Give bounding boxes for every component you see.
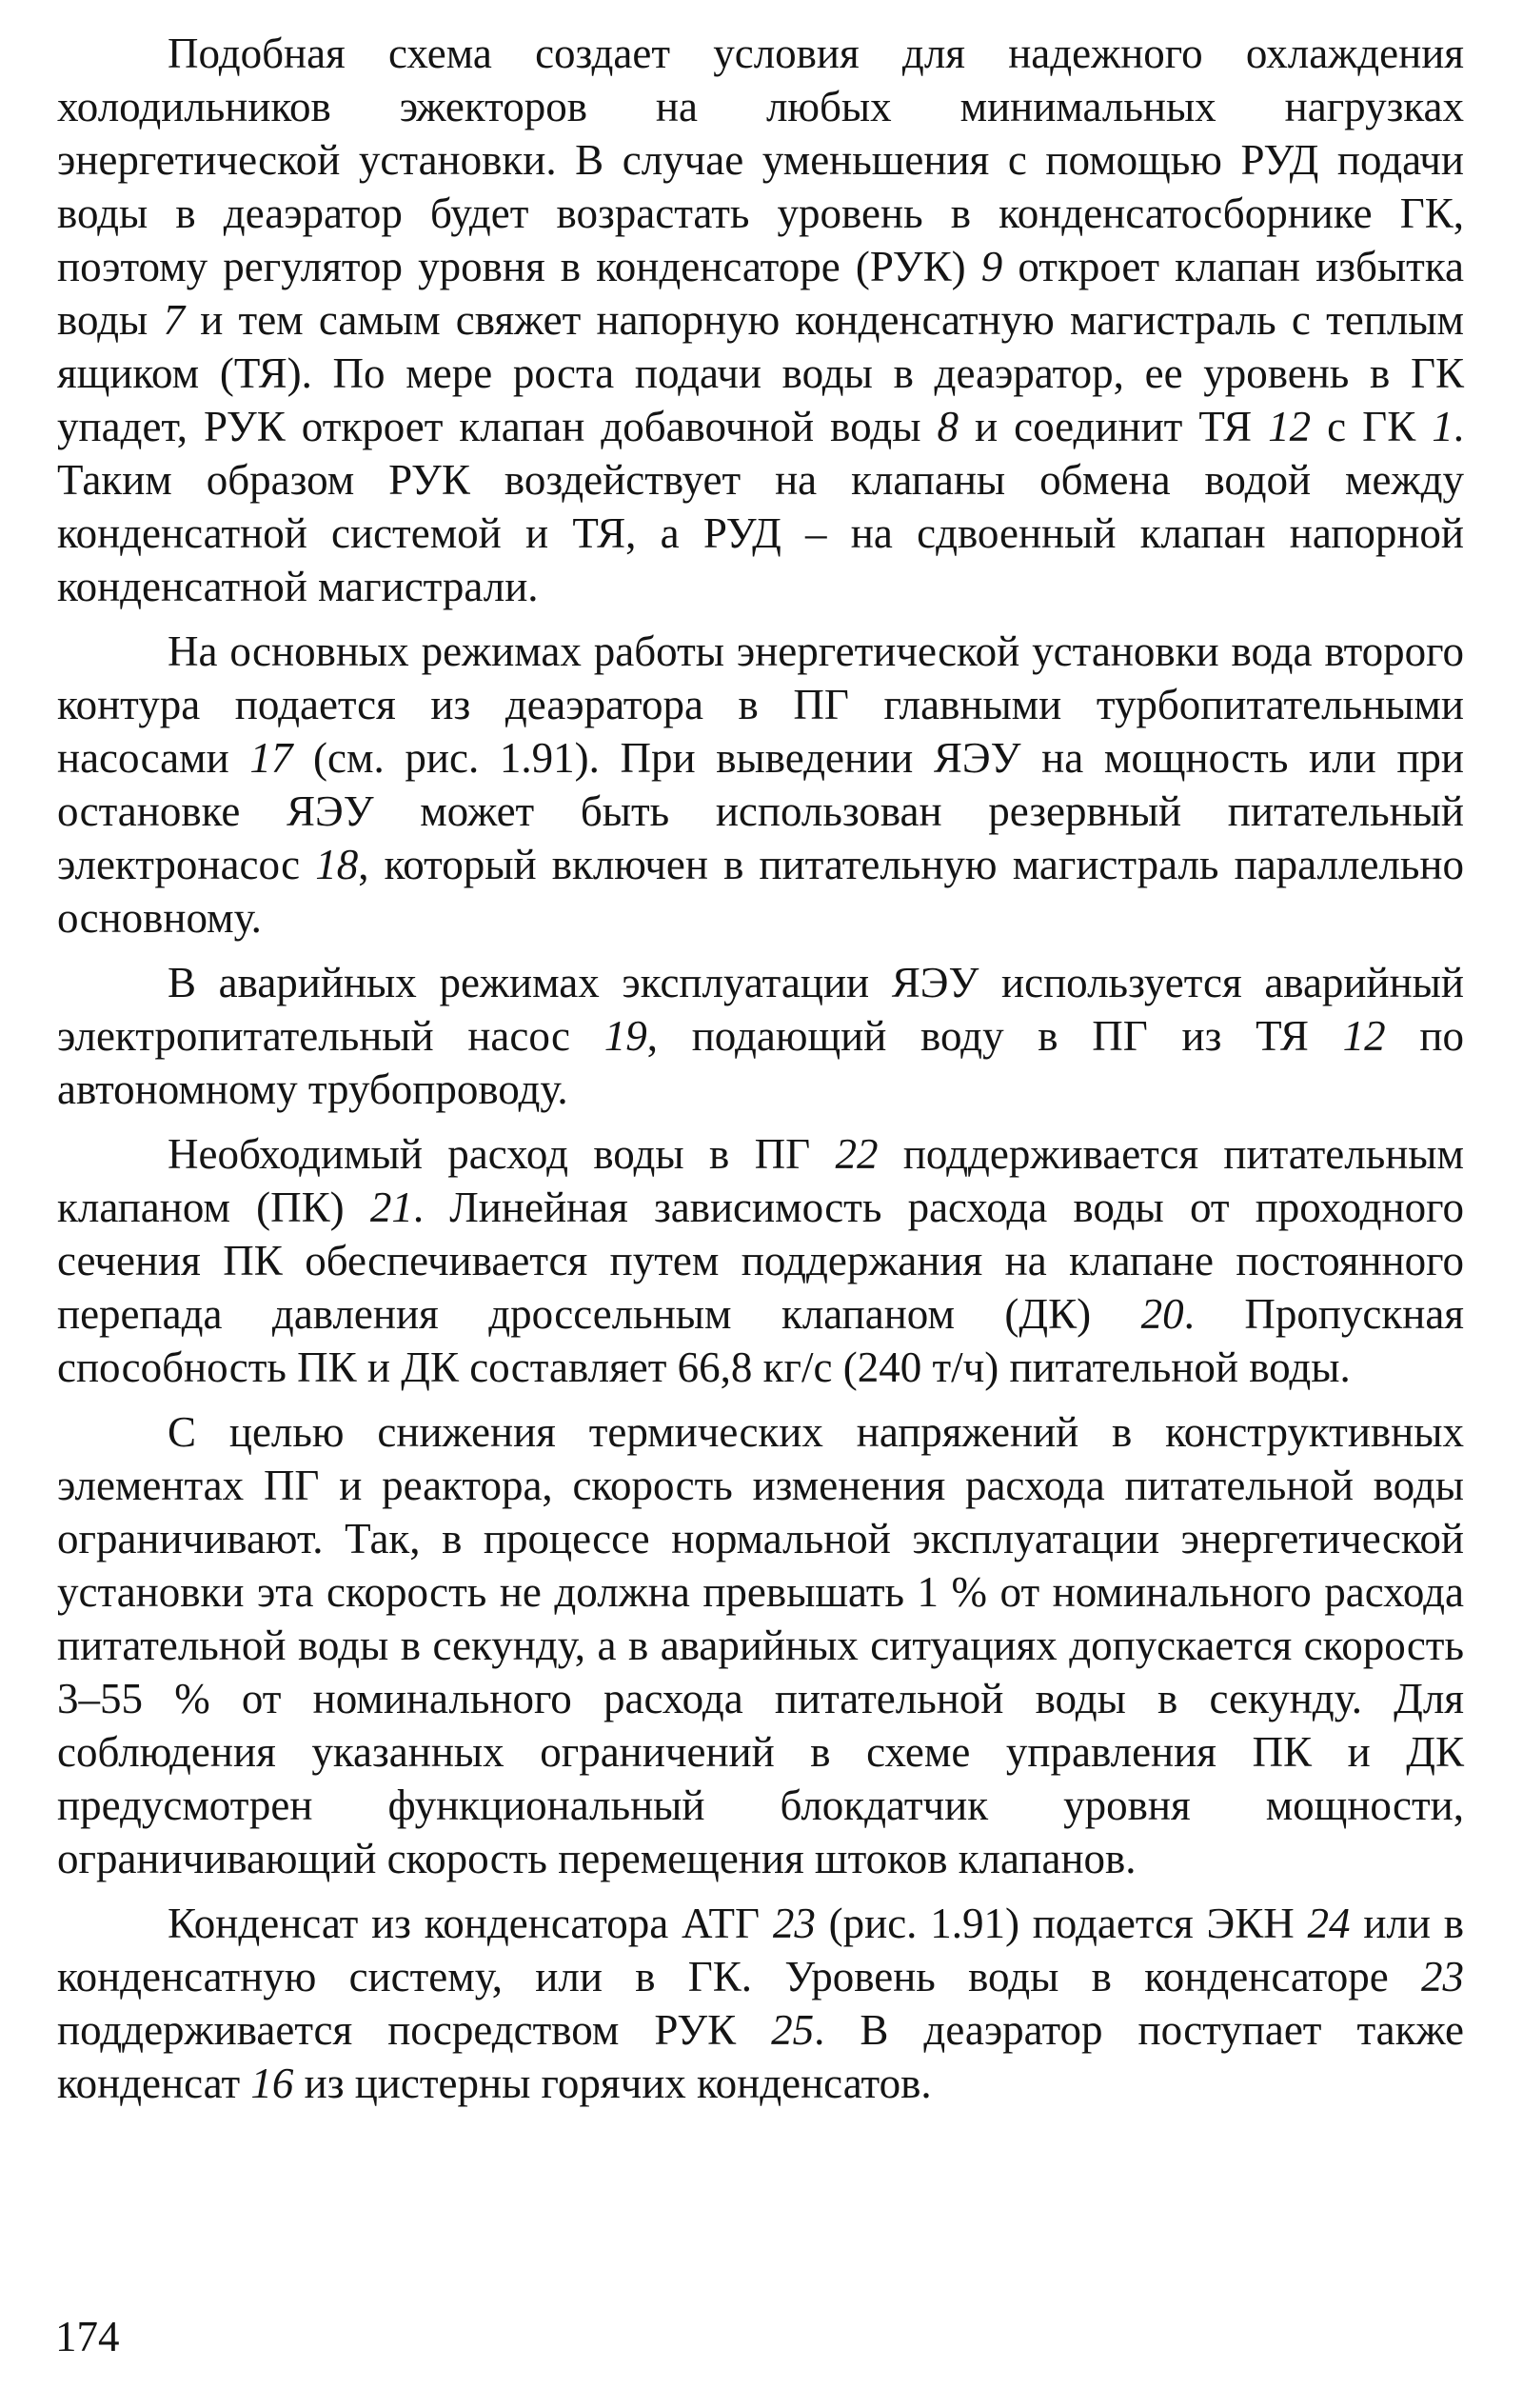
text-run: , который включен в питательную магистраль параллельно основному. <box>57 841 1464 942</box>
text-run: . Таким образом РУК воздействует на клапаны обмена водой между конденсатной системой и ТЯ, а РУД – на сдвоенный клапан напорной конденсатной магистрали. <box>57 403 1464 610</box>
item-number: 1 <box>1432 403 1454 450</box>
text-run: (см. рис. 1.91). При выведении ЯЭУ на мощность или при остановке ЯЭУ может быть использован резервный питательный электронасос <box>57 734 1464 888</box>
text-run: откроет клапан избытка воды <box>57 243 1464 344</box>
item-number: 7 <box>163 296 185 344</box>
item-number: 8 <box>937 403 959 450</box>
text-run: На основных режимах работы энергетической установки вода второго контура подается из деаэратора в ПГ главными турбопитательными насосами <box>57 627 1464 782</box>
item-number: 20 <box>1140 1290 1184 1338</box>
item-number: 12 <box>1268 403 1312 450</box>
item-number: 19 <box>603 1012 647 1060</box>
item-number: 23 <box>1421 1953 1464 2000</box>
text-run: с ГК <box>1311 403 1433 450</box>
text-run: (рис. 1.91) подается ЭКН <box>815 1900 1308 1947</box>
page-number: 174 <box>55 2313 120 2360</box>
text-run: , подающий воду в ПГ из ТЯ <box>646 1012 1343 1060</box>
text-run: по автономному трубопроводу. <box>57 1012 1464 1113</box>
item-number: 23 <box>772 1900 816 1947</box>
item-number: 25 <box>771 2006 815 2054</box>
text-run: поддерживается посредством РУК <box>57 2006 772 2054</box>
item-number: 9 <box>980 243 1003 290</box>
text-run: В аварийных режимах эксплуатации ЯЭУ используется аварийный электропитательный насос <box>57 959 1464 1060</box>
text-run: или в конденсатную систему, или в ГК. Уровень воды в конденсаторе <box>57 1900 1464 2000</box>
item-number: 18 <box>315 841 359 888</box>
page-body <box>57 27 1464 2110</box>
paragraph-2 <box>57 625 1464 945</box>
item-number: 17 <box>249 734 293 782</box>
text-run: поддерживается питательным клапаном (ПК) <box>57 1130 1465 1231</box>
text-run: Подобная схема создает условия для надежного охлаждения холодильников эжекторов на любых минимальных нагрузках энергетической установки. В случае уменьшения с помощью РУД подачи воды в деаэратор будет возрастать уровень в конденсатосборнике ГК, поэтому регулятор уровня в конденсаторе (РУК) <box>57 30 1464 290</box>
paragraph-4 <box>57 1127 1464 1394</box>
item-number: 12 <box>1342 1012 1386 1060</box>
text-run: . В деаэратор поступает также конденсат <box>57 2006 1464 2107</box>
paragraph-3 <box>57 956 1464 1116</box>
text-run: . Пропускная способность ПК и ДК составляет 66,8 кг/с (240 т/ч) питательной воды. <box>57 1290 1464 1391</box>
paragraph-5 <box>57 1405 1464 1885</box>
item-number: 21 <box>369 1184 413 1231</box>
paragraph-6 <box>57 1897 1464 2110</box>
text-run: и соединит ТЯ <box>958 403 1269 450</box>
text-run: из цистерны горячих конденсатов. <box>293 2060 932 2107</box>
text-run: Конденсат из конденсатора АТГ <box>168 1900 773 1947</box>
text-run: С целью снижения термических напряжений в конструктивных элементах ПГ и реактора, скорость изменения расхода питательной воды ограничивают. Так, в процессе нормальной эксплуатации энергетической установки эта скорость не должна превышать 1 % от номинального расхода питательной воды в секунду, а в аварийных ситуациях допускается скорость 3–55 % от номинального расхода питательной воды в секунду. Для соблюдения указанных ограничений в схеме управления ПК и ДК предусмотрен функциональный блокдатчик уровня мощности, ограничивающий скорость перемещения штоков клапанов. <box>57 1408 1464 1882</box>
text-run: и тем самым свяжет напорную конденсатную магистраль с теплым ящиком (ТЯ). По мере роста подачи воды в деаэратор, ее уровень в ГК упадет, РУК откроет клапан добавочной воды <box>57 296 1464 450</box>
item-number: 16 <box>250 2060 294 2107</box>
text-run: . Линейная зависимость расхода воды от проходного сечения ПК обеспечивается путем поддержания на клапане постоянного перепада давления дроссельным клапаном (ДК) <box>57 1184 1464 1338</box>
item-number: 22 <box>835 1130 879 1178</box>
text-run: Необходимый расход воды в ПГ <box>168 1130 836 1178</box>
item-number: 24 <box>1307 1900 1351 1947</box>
paragraph-1 <box>57 27 1464 613</box>
